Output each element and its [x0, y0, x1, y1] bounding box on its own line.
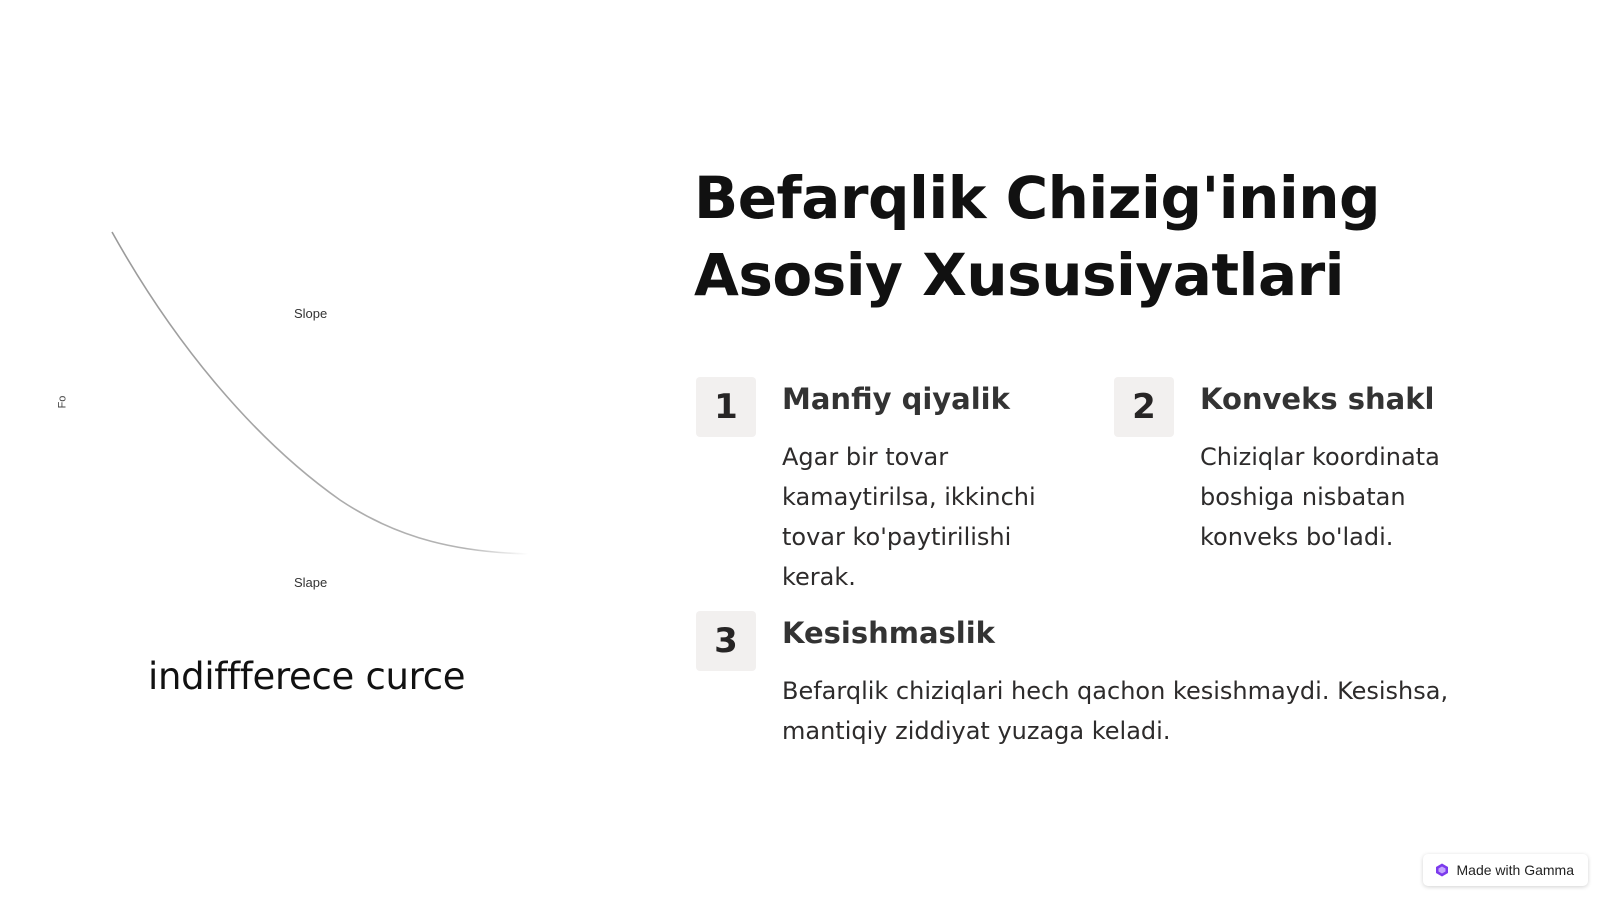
- gamma-logo-icon: [1435, 863, 1449, 877]
- slope-label-bottom: Slape: [294, 575, 328, 590]
- feature-title: Manfiy qiyalik: [782, 382, 1010, 416]
- feature-number-badge: 3: [696, 611, 756, 671]
- feature-description: Befarqlik chiziqlari hech qachon kesishmaydi. Kesishsa, mantiqiy ziddiyat yuzaga keladi.: [782, 677, 1449, 745]
- feature-item-1: [696, 377, 1076, 607]
- feature-description: Agar bir tovar kamaytirilsa, ikkinchi tovar ko'paytirilishi kerak.: [782, 443, 1036, 591]
- indifference-curve-illustration: [0, 0, 640, 900]
- feature-item-3: [696, 611, 1556, 761]
- feature-number-badge: 1: [696, 377, 756, 437]
- feature-title: Kesishmaslik: [782, 616, 995, 650]
- illustration-caption: indiffferece curce: [148, 655, 466, 698]
- axis-label: Fo: [56, 395, 69, 409]
- slope-label-top: Slope: [294, 306, 328, 321]
- indifference-curve-line: [112, 232, 528, 554]
- curve-graphic: [0, 0, 640, 900]
- feature-title: Konveks shakl: [1200, 382, 1435, 416]
- made-with-gamma-badge[interactable]: [1423, 854, 1588, 886]
- feature-description: Chiziqlar koordinata boshiga nisbatan konveks bo'ladi.: [1200, 443, 1440, 551]
- feature-number-badge: 2: [1114, 377, 1174, 437]
- feature-item-2: [1114, 377, 1554, 577]
- slide-title: Befarqlik Chizig'ining Asosiy Xususiyatlari: [694, 164, 1381, 309]
- gamma-badge-label: Made with Gamma: [1456, 862, 1574, 878]
